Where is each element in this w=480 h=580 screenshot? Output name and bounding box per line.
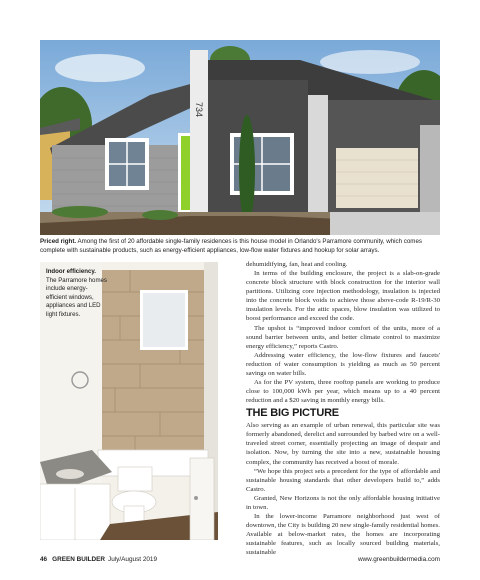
article-paragraph: In terms of the building enclosure, the project is a slab-on-grade concrete block structure with block construction for the interior wall partitions. Utilizing core injection methodology, insulation is injected into the concrete block voids to achieve those above-code R-19/R-30 insulation levels. For the attic spaces, blow insulation was utilized to boost performance and exceed the code. xyxy=(246,270,440,323)
website-url: www.greenbuildermedia.com xyxy=(357,556,440,563)
article-paragraph: dehumidifying, fan, heat and cooling. xyxy=(246,261,348,268)
magazine-name: GREEN BUILDER xyxy=(52,556,106,563)
bathroom-caption-lead: Indoor efficiency. xyxy=(46,268,96,275)
article-paragraph: Granted, New Horizons is not the only affordable housing initiative in town. xyxy=(246,494,440,511)
article-paragraph: In the lower-income Parramore neighborhood just west of downtown, the City is building 20 new single-family residential homes. Available at below-market rates, the homes are incorporating sustainable features, such as locally sourced building materials, sustainable xyxy=(246,513,440,557)
article-paragraph: The upshot is “improved indoor comfort of the units, more of a sound barrier between units, and better climate control to maximize energy efficiency,” reports Castro. xyxy=(246,324,440,350)
caption-lead: Priced right. xyxy=(40,238,77,245)
house-number: 734 xyxy=(194,102,204,118)
photo-caption xyxy=(40,238,440,255)
bathroom-caption xyxy=(46,268,108,320)
article-paragraph: Also serving as an example of urban renewal, this particular site was formerly abandoned, derelict and surrounded by barbed wire on a well-traveled street corner, essentially projecting an image of despair and isolation. Now, by turning the site into a new, sustainable housing complex, the community has received a boost of morale. xyxy=(246,422,440,466)
article-paragraph: “We hope this project sets a precedent for the type of affordable and sustainable housing standards that other developers build to,” adds Castro. xyxy=(246,467,440,493)
bathroom-caption-text: The Parramore homes include energy-efficient windows, appliances and LED light fixtures. xyxy=(46,276,107,318)
article-column xyxy=(246,260,440,557)
page-footer xyxy=(40,556,440,566)
house-photo xyxy=(40,40,440,235)
house-photo-illustration xyxy=(40,40,440,235)
article-paragraph: As for the PV system, three rooftop panels are working to produce close to 100,000 kWh per year, which means up to a 40 percent reduction and a $20 saving in monthly energy bills. xyxy=(246,379,440,405)
article-paragraph: Addressing water efficiency, the low-flow fixtures and faucets' reduction of water consumption is yielding as much as 50 percent savings on water bills. xyxy=(246,351,440,377)
issue-date: July/August 2019 xyxy=(108,556,158,563)
caption-text: Among the first of 20 affordable single-family residences is this house model in Orlando's Parramore community, which comes complete with sustainable products, such as energy-efficient appliances, low-flow water fixtures and hookup for solar arrays. xyxy=(40,238,422,254)
page-number: 46 xyxy=(40,556,48,563)
section-heading: THE BIG PICTURE xyxy=(246,407,339,420)
